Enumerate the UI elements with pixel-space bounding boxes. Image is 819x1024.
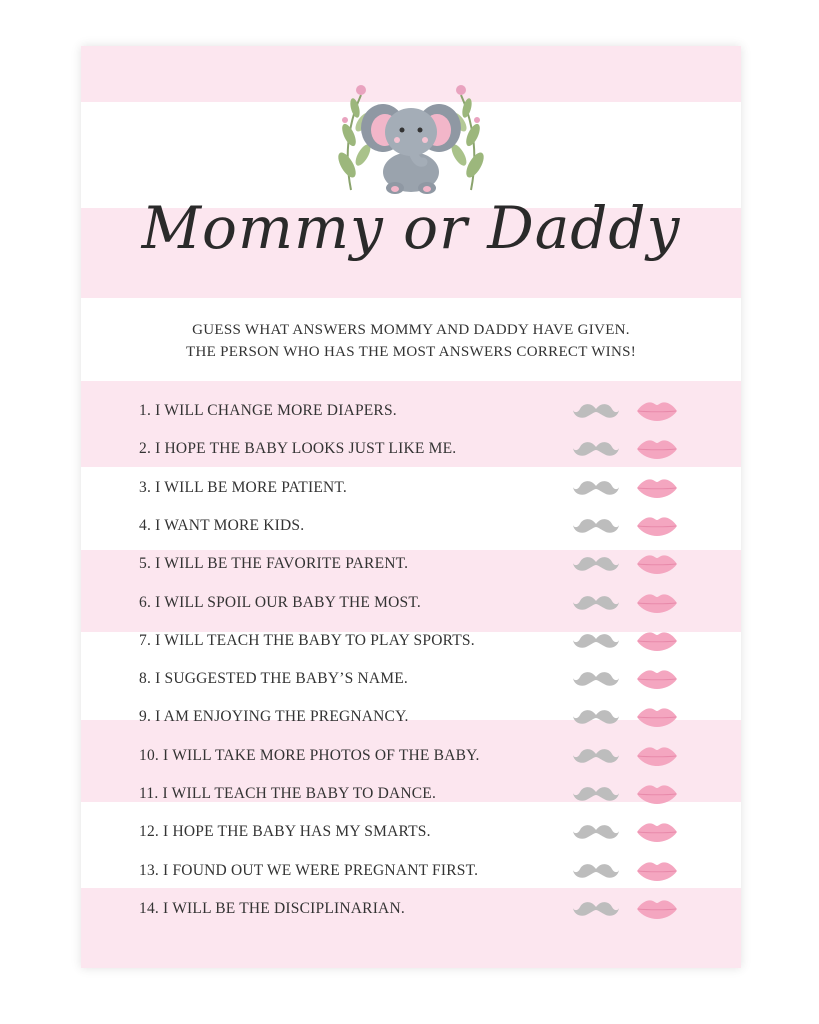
mustache-icon[interactable] bbox=[573, 554, 619, 574]
mustache-icon[interactable] bbox=[573, 669, 619, 689]
question-text: 10. I WILL TAKE MORE PHOTOS OF THE BABY. bbox=[139, 746, 480, 764]
answer-options bbox=[571, 705, 691, 729]
question-text: 6. I WILL SPOIL OUR BABY THE MOST. bbox=[139, 593, 421, 611]
instructions-line-2: THE PERSON WHO HAS THE MOST ANSWERS CORRECT WINS! bbox=[185, 344, 637, 360]
answer-options bbox=[571, 782, 691, 806]
lips-icon[interactable] bbox=[637, 745, 677, 767]
page-title: Mommy or Daddy bbox=[141, 194, 681, 262]
lips-icon[interactable] bbox=[637, 515, 677, 537]
lips-icon[interactable] bbox=[637, 898, 677, 920]
lips-icon[interactable] bbox=[637, 630, 677, 652]
question-row bbox=[139, 698, 729, 736]
answer-options bbox=[571, 859, 691, 883]
mustache-icon[interactable] bbox=[573, 899, 619, 919]
question-row bbox=[139, 852, 729, 890]
question-row bbox=[139, 584, 729, 622]
question-text: 5. I WILL BE THE FAVORITE PARENT. bbox=[139, 555, 409, 573]
mustache-icon[interactable] bbox=[573, 784, 619, 804]
question-text: 13. I FOUND OUT WE WERE PREGNANT FIRST. bbox=[139, 861, 479, 879]
question-text: 14. I WILL BE THE DISCIPLINARIAN. bbox=[139, 899, 405, 917]
question-row bbox=[139, 622, 729, 660]
mustache-icon[interactable] bbox=[573, 439, 619, 459]
question-row bbox=[139, 469, 729, 507]
game-card bbox=[81, 46, 741, 968]
answer-options bbox=[571, 744, 691, 768]
question-text: 9. I AM ENJOYING THE PREGNANCY. bbox=[139, 708, 409, 726]
mustache-icon[interactable] bbox=[573, 593, 619, 613]
answer-options bbox=[571, 591, 691, 615]
lips-icon[interactable] bbox=[637, 438, 677, 460]
question-text: 3. I WILL BE MORE PATIENT. bbox=[139, 478, 347, 496]
question-row bbox=[139, 775, 729, 813]
answer-options bbox=[571, 820, 691, 844]
answer-options bbox=[571, 399, 691, 423]
instructions-line-1: GUESS WHAT ANSWERS MOMMY AND DADDY HAVE GIVEN. bbox=[192, 322, 630, 338]
answer-options bbox=[571, 437, 691, 461]
mustache-icon[interactable] bbox=[573, 478, 619, 498]
question-text: 4. I WANT MORE KIDS. bbox=[139, 516, 305, 534]
question-text: 2. I HOPE THE BABY LOOKS JUST LIKE ME. bbox=[139, 440, 457, 458]
question-text: 11. I WILL TEACH THE BABY TO DANCE. bbox=[139, 785, 437, 802]
answer-options bbox=[571, 476, 691, 500]
question-row bbox=[139, 737, 729, 775]
elephant-illustration bbox=[311, 60, 511, 200]
lips-icon[interactable] bbox=[637, 592, 677, 614]
answer-options bbox=[571, 552, 691, 576]
question-text: 7. I WILL TEACH THE BABY TO PLAY SPORTS. bbox=[139, 631, 475, 649]
lips-icon[interactable] bbox=[637, 400, 677, 422]
mustache-icon[interactable] bbox=[573, 707, 619, 727]
lips-icon[interactable] bbox=[637, 553, 677, 575]
instructions bbox=[81, 319, 741, 363]
question-row bbox=[139, 507, 729, 545]
question-row bbox=[139, 430, 729, 468]
mustache-icon[interactable] bbox=[573, 516, 619, 536]
mustache-icon[interactable] bbox=[573, 746, 619, 766]
question-text: 8. I SUGGESTED THE BABY’S NAME. bbox=[139, 670, 408, 688]
question-text: 12. I HOPE THE BABY HAS MY SMARTS. bbox=[139, 823, 431, 841]
lips-icon[interactable] bbox=[637, 860, 677, 882]
answer-options bbox=[571, 514, 691, 538]
lips-icon[interactable] bbox=[637, 706, 677, 728]
question-text: 1. I WILL CHANGE MORE DIAPERS. bbox=[139, 402, 397, 419]
answer-options bbox=[571, 667, 691, 691]
question-row bbox=[139, 890, 729, 928]
mustache-icon[interactable] bbox=[573, 822, 619, 842]
question-row bbox=[139, 545, 729, 583]
question-row bbox=[139, 813, 729, 851]
mustache-icon[interactable] bbox=[573, 631, 619, 651]
answer-options bbox=[571, 897, 691, 921]
question-row bbox=[139, 392, 729, 430]
lips-icon[interactable] bbox=[637, 477, 677, 499]
lips-icon[interactable] bbox=[637, 821, 677, 843]
question-row bbox=[139, 660, 729, 698]
answer-options bbox=[571, 629, 691, 653]
mustache-icon[interactable] bbox=[573, 401, 619, 421]
lips-icon[interactable] bbox=[637, 668, 677, 690]
lips-icon[interactable] bbox=[637, 783, 677, 805]
mustache-icon[interactable] bbox=[573, 861, 619, 881]
